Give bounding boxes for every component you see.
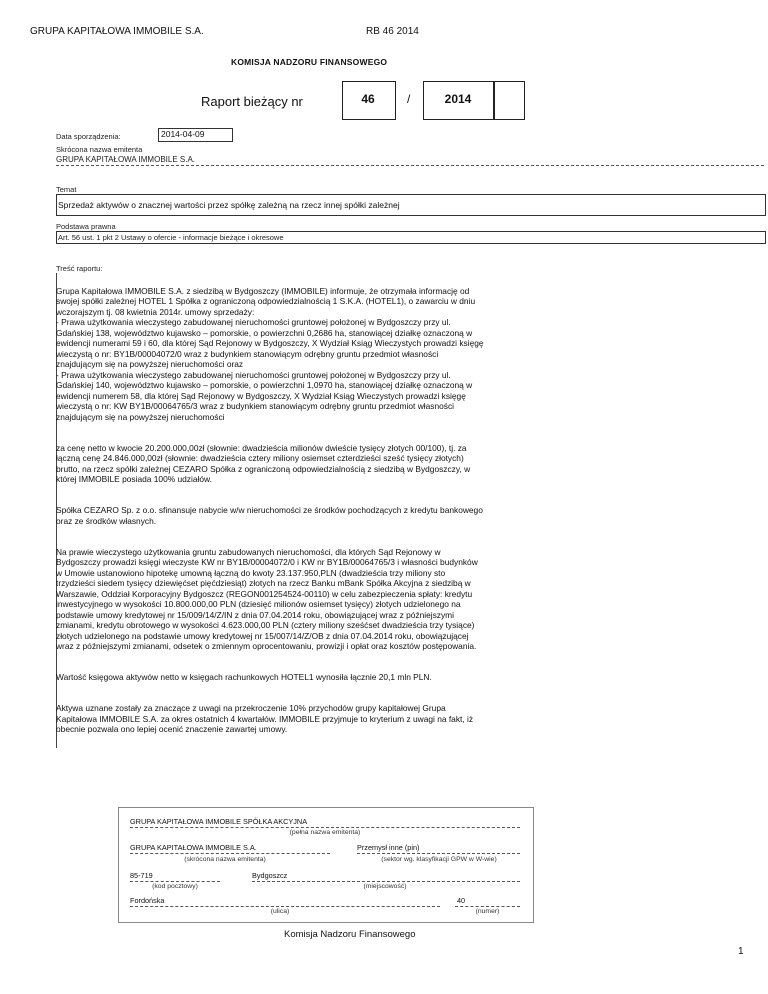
content-paragraph: Grupa Kapitałowa IMMOBILE S.A. z siedzibą w Bydgoszczy (IMMOBILE) informuje, że otrzymała informację od swojej spółki zależnej HOTEL 1 Spółka z ograniczoną odpowiedzialnością 1 S.K.A. (HOTEL1), o zawarciu w dniu wczorajszym tj. 08 kwietnia 2014r. umowy sprzedaży: - Prawa użytkowania wieczystego zabudowanej nieruchomości gruntowej położonej w Bydgoszczy przy ul. Gdańskiej 138, województwo kujawsko – pomorskie, o powierzchni 0,2686 ha, stanowiącej działkę oznaczoną w ewidencji numerami 59 i 60, dla której Sąd Rejonowy w Bydgoszczy, X Wydział Ksiąg Wieczystych prowadzi księgę wieczystą o nr: BY1B/00004072/0 wraz z budynkiem stanowiącym odrębny gruntu przedmiot własności znajdującym się na powyższej nieruchomości oraz - Prawa użytkowania wieczystego zabudowanej nieruchomości gruntowej położonej w Bydgoszczy przy ul. Gdańskiej 140, województwo kujawsko – pomorskie, o powierzchni 1,0970 ha, stanowiącej działkę oznaczoną w ewidencji numerem 58, dla której Sąd Rejonowy w Bydgoszczy, X Wydział Ksiąg Wieczystych prowadzi księgę wieczystą o nr: KW BY1B/00064765/3 wraz z budynkiem stanowiącym odrębny gruntu przedmiot własności znajdującym się na powyższej nieruchomości: [56, 285, 484, 422]
header-report-ref: RB 46 2014: [366, 26, 419, 37]
issuer-value: GRUPA KAPITAŁOWA IMMOBILE S.A.: [56, 155, 195, 164]
report-extra-box: [493, 81, 525, 120]
footer-sector-caption: (sektor wg. klasyfikacji GPW w W-wie): [381, 856, 497, 863]
authority-title: KOMISJA NADZORU FINANSOWEGO: [231, 57, 388, 67]
report-separator: /: [407, 92, 411, 106]
page-footer: Komisja Nadzoru Finansowego: [284, 929, 416, 940]
content-paragraph: Na prawie wieczystego użytkowania gruntu zabudowanych nieruchomości, dla których Sąd Rejonowy w Bydgoszczy prowadzi księgi wieczyste KW nr BY1B/00004072/0 i KW nr BY1B/00064765/3 i własności budynków w Umowie ustanowiono hipotekę umowną łączną do kwoty 23.137.950,PLN (dwadzieścia trzy miliony sto trzydzieści siedem tysięcy dziewięćset pięćdziesiąt) złotych na rzecz Banku mBank Spółka Akcyjna z siedzibą w Warszawie, Oddział Korporacyjny Bydgoszcz (REGON001254524-00110) w celu zabezpieczenia spłaty: kredytu inwestycyjnego w wysokości 10.800.000,00 PLN (dziesięć milionów osiemset tysięcy) złotych udzielonego na podstawie umowy kredytowej nr 15/009/14/Z/IN z dnia 07.04.2014 roku, obowiązującej wraz z późniejszymi zmianami, kredytu obrotowego w wysokości 4.623.000,00 PLN (cztery miliony sześćset dwadzieścia trzy tysiące) złotych udzielonego na podstawie umowy kredytowej nr 15/007/14/Z/OB z dnia 07.04.2014 roku, obowiązującej wraz z późniejszymi zmianami, odsetek o zmiennym oprocentowaniu, prowizji i opłat oraz kosztów postępowania.: [56, 546, 478, 651]
footer-short-name: GRUPA KAPITAŁOWA IMMOBILE S.A.: [130, 843, 257, 852]
content-label: Treść raportu:: [56, 264, 103, 273]
date-value: 2014-04-09: [161, 129, 205, 139]
topic-value: Sprzedaż aktywów o znacznej wartości przez spółkę zależną na rzecz innej spółki zależnej: [58, 200, 400, 210]
footer-city: Bydgoszcz: [252, 871, 288, 880]
footer-postcode-caption: (kod pocztowy): [152, 883, 198, 890]
content-paragraph: za cenę netto w kwocie 20.200.000,00zł (słownie: dwadzieścia milionów dwieście tysięcy złotych 00/100), tj. za łączną cenę 24.846.000,00zł (słownie: dwadzieścia cztery miliony osiemset czterdzieści sześć tysięcy złotych) brutto, na rzecz spółki zależnej CEZARO Spółka z ograniczoną odpowiedzialnością z siedzibą w Bydgoszczy, w której IMMOBILE posiada 100% udziałów.: [56, 442, 471, 484]
report-number: 46: [361, 92, 375, 106]
footer-sector: Przemysł inne (pin): [357, 843, 420, 852]
footer-street: Fordońska: [130, 896, 165, 905]
content-paragraph: Spółka CEZARO Sp. z o.o. sfinansuje nabycie w/w nieruchomości ze środków pochodzących z kredytu bankowego oraz ze środków własnych.: [56, 505, 483, 526]
footer-full-name: GRUPA KAPITAŁOWA IMMOBILE SPÓŁKA AKCYJNA: [130, 817, 308, 826]
date-label: Data sporządzenia:: [56, 132, 121, 141]
footer-divider: [130, 853, 330, 854]
legal-label: Podstawa prawna: [56, 222, 116, 231]
footer-postcode: 85-719: [130, 871, 153, 880]
footer-divider: [130, 906, 440, 907]
content-paragraph: Wartość księgowa aktywów netto w księgach rachunkowych HOTEL1 wynosiła łącznie 20,1 mln PLN.: [56, 672, 432, 682]
legal-value: Art. 56 ust. 1 pkt 2 Ustawy o ofercie - informacje bieżące i okresowe: [58, 233, 284, 242]
footer-divider: [357, 853, 520, 854]
footer-divider: [130, 827, 520, 828]
footer-full-name-caption: (pełna nazwa emitenta): [289, 829, 361, 836]
footer-divider: [252, 881, 520, 882]
page-number: 1: [738, 946, 744, 957]
footer-divider: [455, 906, 520, 907]
divider: [56, 165, 764, 166]
footer-short-name-caption: (skrócona nazwa emitenta): [184, 856, 266, 863]
topic-label: Temat: [56, 185, 77, 194]
footer-divider: [130, 881, 220, 882]
content-paragraph: Aktywa uznane zostały za znaczące z uwagi na przekroczenie 10% przychodów grupy kapitałowej Grupa Kapitałowa IMMOBILE S.A. za okres ostatnich 4 kwartałów. IMMOBILE przyjmuje to kryterium z uwagi na fakt, iż obecnie pozwala ono lepiej ocenić znaczenie zawartej umowy.: [56, 703, 474, 734]
footer-number: 40: [457, 896, 466, 905]
footer-city-caption: (miejscowość): [363, 883, 407, 890]
header-company: GRUPA KAPITAŁOWA IMMOBILE S.A.: [30, 26, 204, 37]
issuer-label: Skrócona nazwa emitenta: [56, 145, 143, 154]
content-body: [56, 275, 764, 755]
footer-number-caption: (numer): [475, 908, 500, 915]
report-label: Raport bieżący nr: [201, 94, 303, 109]
footer-street-caption: (ulica): [270, 908, 290, 915]
report-year: 2014: [444, 92, 472, 106]
